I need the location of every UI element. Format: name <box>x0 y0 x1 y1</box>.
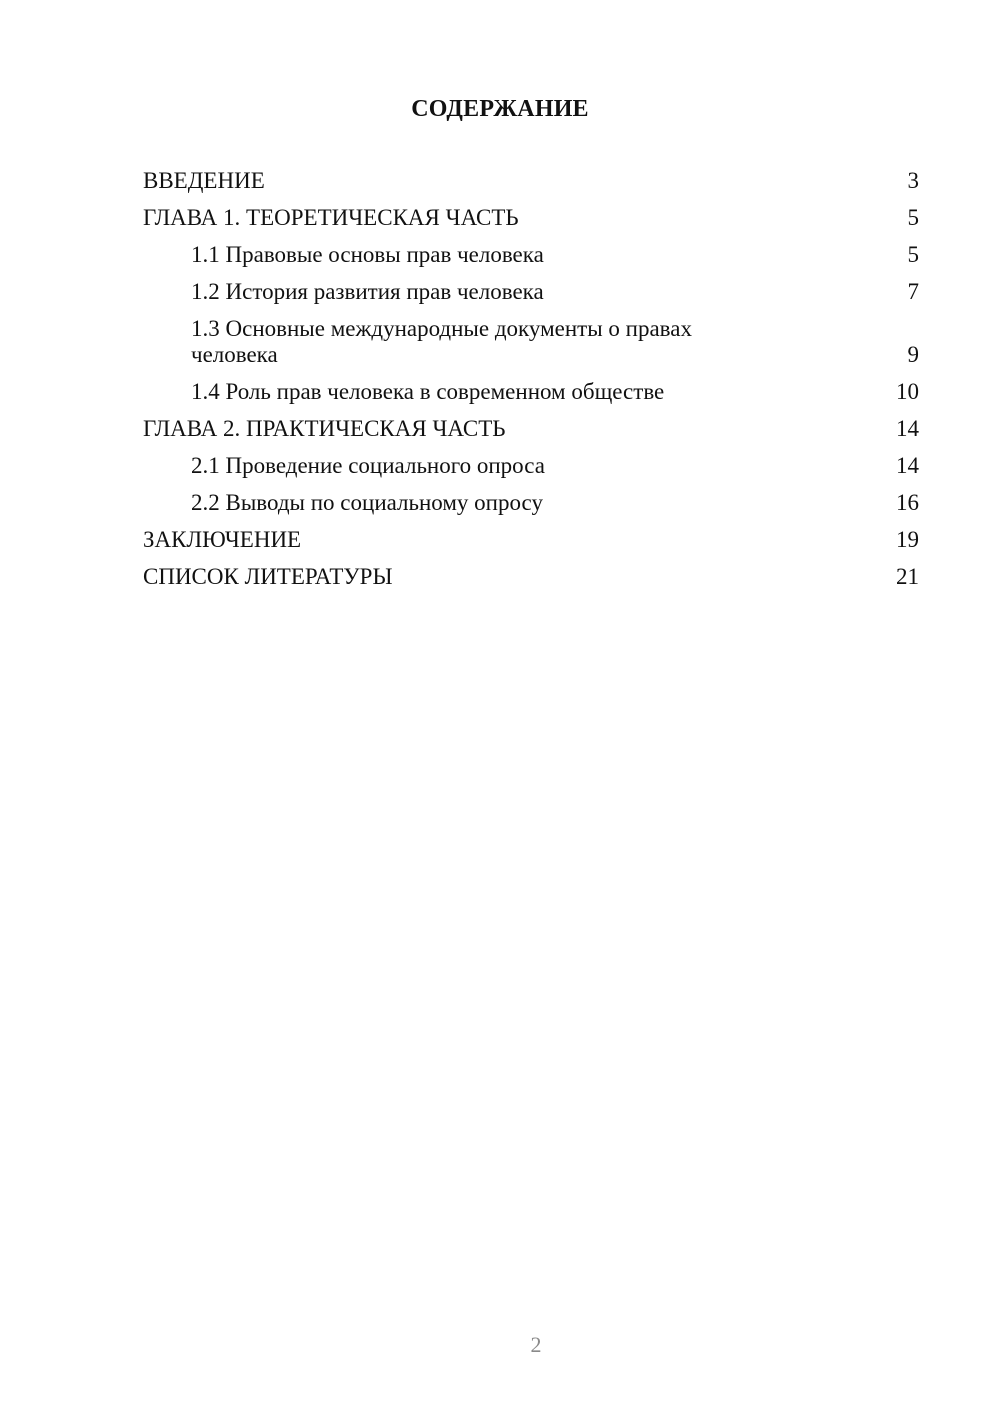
toc-entry-label: 1.1 Правовые основы прав человека <box>191 242 544 267</box>
toc-entry-page: 9 <box>907 342 919 367</box>
toc-entry-page: 5 <box>907 242 919 267</box>
toc-entry-section-1-4 <box>143 379 919 405</box>
toc-entry-label: ГЛАВА 2. ПРАКТИЧЕСКАЯ ЧАСТЬ <box>143 416 506 441</box>
toc-entry-label: ГЛАВА 1. ТЕОРЕТИЧЕСКАЯ ЧАСТЬ <box>143 205 519 230</box>
toc-entry-label: ЗАКЛЮЧЕНИЕ <box>143 527 302 552</box>
toc-entry-page: 16 <box>896 490 919 515</box>
table-of-contents <box>143 168 919 601</box>
toc-entry-section-2-1 <box>143 453 919 479</box>
page-number: 2 <box>530 1332 542 1357</box>
toc-entry-chapter-1 <box>143 205 919 231</box>
page-title: СОДЕРЖАНИЕ <box>411 96 589 122</box>
toc-entry-label: 1.3 Основные международные документы о правах человека <box>191 316 692 367</box>
toc-entry-page: 19 <box>896 527 919 552</box>
toc-entry-label: 2.2 Выводы по социальному опросу <box>191 490 543 515</box>
toc-entry-references <box>143 564 919 590</box>
toc-entry-chapter-2 <box>143 416 919 442</box>
toc-entry-page: 5 <box>907 205 919 230</box>
toc-entry-page: 14 <box>896 416 919 441</box>
toc-entry-page: 10 <box>896 379 919 404</box>
toc-entry-label: 1.4 Роль прав человека в современном обществе <box>191 379 665 404</box>
toc-entry-section-2-2 <box>143 490 919 516</box>
toc-entry-label: 1.2 История развития прав человека <box>191 279 544 304</box>
toc-entry-page: 7 <box>907 279 919 304</box>
toc-entry-introduction <box>143 168 919 194</box>
toc-entry-section-1-2 <box>143 279 919 305</box>
toc-entry-page: 3 <box>907 168 919 193</box>
toc-entry-label: ВВЕДЕНИЕ <box>143 168 265 193</box>
toc-entry-page: 21 <box>896 564 919 589</box>
toc-entry-section-1-1 <box>143 242 919 268</box>
toc-entry-section-1-3 <box>143 316 919 368</box>
toc-entry-label: СПИСОК ЛИТЕРАТУРЫ <box>143 564 393 589</box>
toc-entry-page: 14 <box>896 453 919 478</box>
toc-entry-conclusion <box>143 527 919 553</box>
toc-entry-label: 2.1 Проведение социального опроса <box>191 453 545 478</box>
